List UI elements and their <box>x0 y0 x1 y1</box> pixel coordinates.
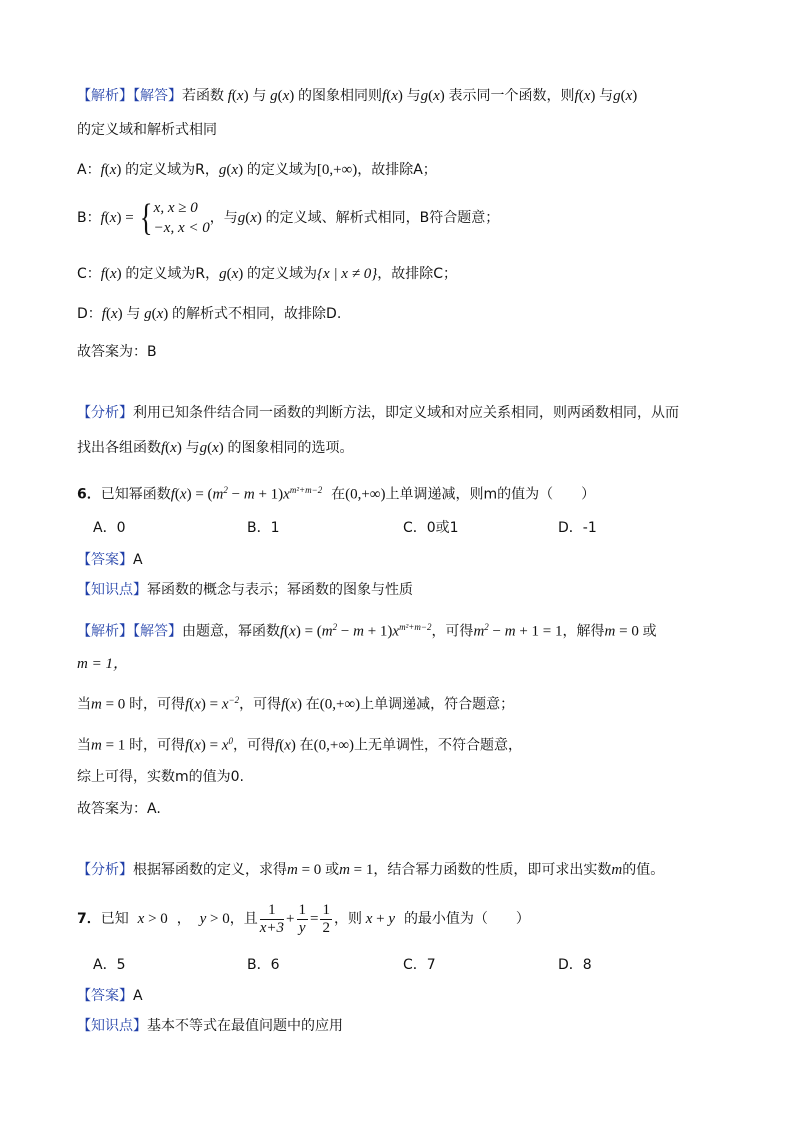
q5-fenxi-line1: 【分析】利用已知条件结合同一函数的判断方法，即定义域和对应关系相同，则两函数相同，从而 <box>77 405 679 421</box>
q7-option-a[interactable]: A．5 <box>93 957 126 973</box>
piecewise-cases: x, x ≥ 0 −x, x < 0 <box>153 200 210 236</box>
fraction-1-over-2: $\frac{1}{2}$ <box>322 901 330 936</box>
q7-knowledge-point: 【知识点】基本不等式在最值问题中的应用 <box>77 1018 343 1034</box>
q6-jiexi-line2: m = 1， <box>77 656 128 672</box>
q5-jiexi-line2: 的定义域和解析式相同 <box>77 122 217 138</box>
q6-jiexi-line5: 综上可得，实数m的值为0. <box>77 769 244 785</box>
q7-option-c[interactable]: C．7 <box>403 957 436 973</box>
q6-option-d[interactable]: D．-1 <box>558 520 597 536</box>
q5-answer-line: 故答案为：B <box>77 344 157 360</box>
q6-option-c[interactable]: C．0或1 <box>403 520 459 536</box>
q6-answer-line: 故答案为：A. <box>77 801 161 817</box>
q7-option-d[interactable]: D．8 <box>558 957 592 973</box>
q5-option-d-analysis: D：f(x) 与 g(x) 的解析式不相同，故排除D. <box>77 306 342 322</box>
q7-option-b[interactable]: B．6 <box>247 957 280 973</box>
piecewise-brace: { <box>140 197 153 239</box>
q6-jiexi-line4: 当m = 1 时，可得$f(x) = x^0$，可得f(x) 在(0,+∞)上无单调性，不符合题意， <box>77 736 523 754</box>
q6-stem: 6．已知幂函数$f(x) = (m^2 - m + 1)x^{m^2+m-2}$ 在(0,+∞)上单调递减，则m的值为（ ） <box>77 485 596 503</box>
q6-jiexi-line1: 【解析】【解答】由题意，幂函数$f(x) = (m^2 - m + 1)x^{m^2+m-2}$，可得$m^2 - m + 1 = 1$，解得m = 0 或 <box>77 622 657 640</box>
q5-jiexi-line1: 【解析】【解答】若函数 f(x) 与 g(x) 的图象相同则f(x) 与g(x) 表示同一个函数，则f(x) 与g(x) <box>77 88 638 104</box>
q6-knowledge-point: 【知识点】幂函数的概念与表示；幂函数的图象与性质 <box>77 582 413 598</box>
q6-jiexi-line3: 当m = 0 时，可得$f(x) = x^{-2}$，可得f(x) 在(0,+∞)上单调递减，符合题意； <box>77 695 515 713</box>
fraction-1-over-x-plus-3: $\frac{1}{x+3}$ <box>259 901 285 936</box>
q5-option-c-analysis: C：f(x) 的定义域为R，g(x) 的定义域为{x | x ≠ 0}，故排除C； <box>77 266 457 282</box>
q6-answer: 【答案】A <box>77 552 143 568</box>
fraction-1-over-y: $\frac{1}{y}$ <box>298 901 306 936</box>
q7-answer: 【答案】A <box>77 988 143 1004</box>
q6-option-a[interactable]: A．0 <box>93 520 126 536</box>
q6-fenxi: 【分析】根据幂函数的定义，求得m = 0 或m = 1，结合幂力函数的性质，即可求出实数m的值。 <box>77 862 665 878</box>
q5-option-b-analysis: B：f(x) = { x, x ≥ 0 −x, x < 0 ，与g(x) 的定义域、解析式相同，B符合题意； <box>77 197 500 239</box>
q5-fenxi-line2: 找出各组函数f(x) 与g(x) 的图象相同的选项。 <box>77 440 354 456</box>
q6-option-b[interactable]: B．1 <box>247 520 280 536</box>
q5-option-a-analysis: A：f(x) 的定义域为R，g(x) 的定义域为[0,+∞)，故排除A； <box>77 162 437 178</box>
q7-stem: 7．已知 x > 0 ， y > 0，且 $\frac{1}{x+3}$ + $\frac{1}{y}$ = $\frac{1}{2}$ ，则 x + y 的最小值为（ ） <box>77 901 530 936</box>
